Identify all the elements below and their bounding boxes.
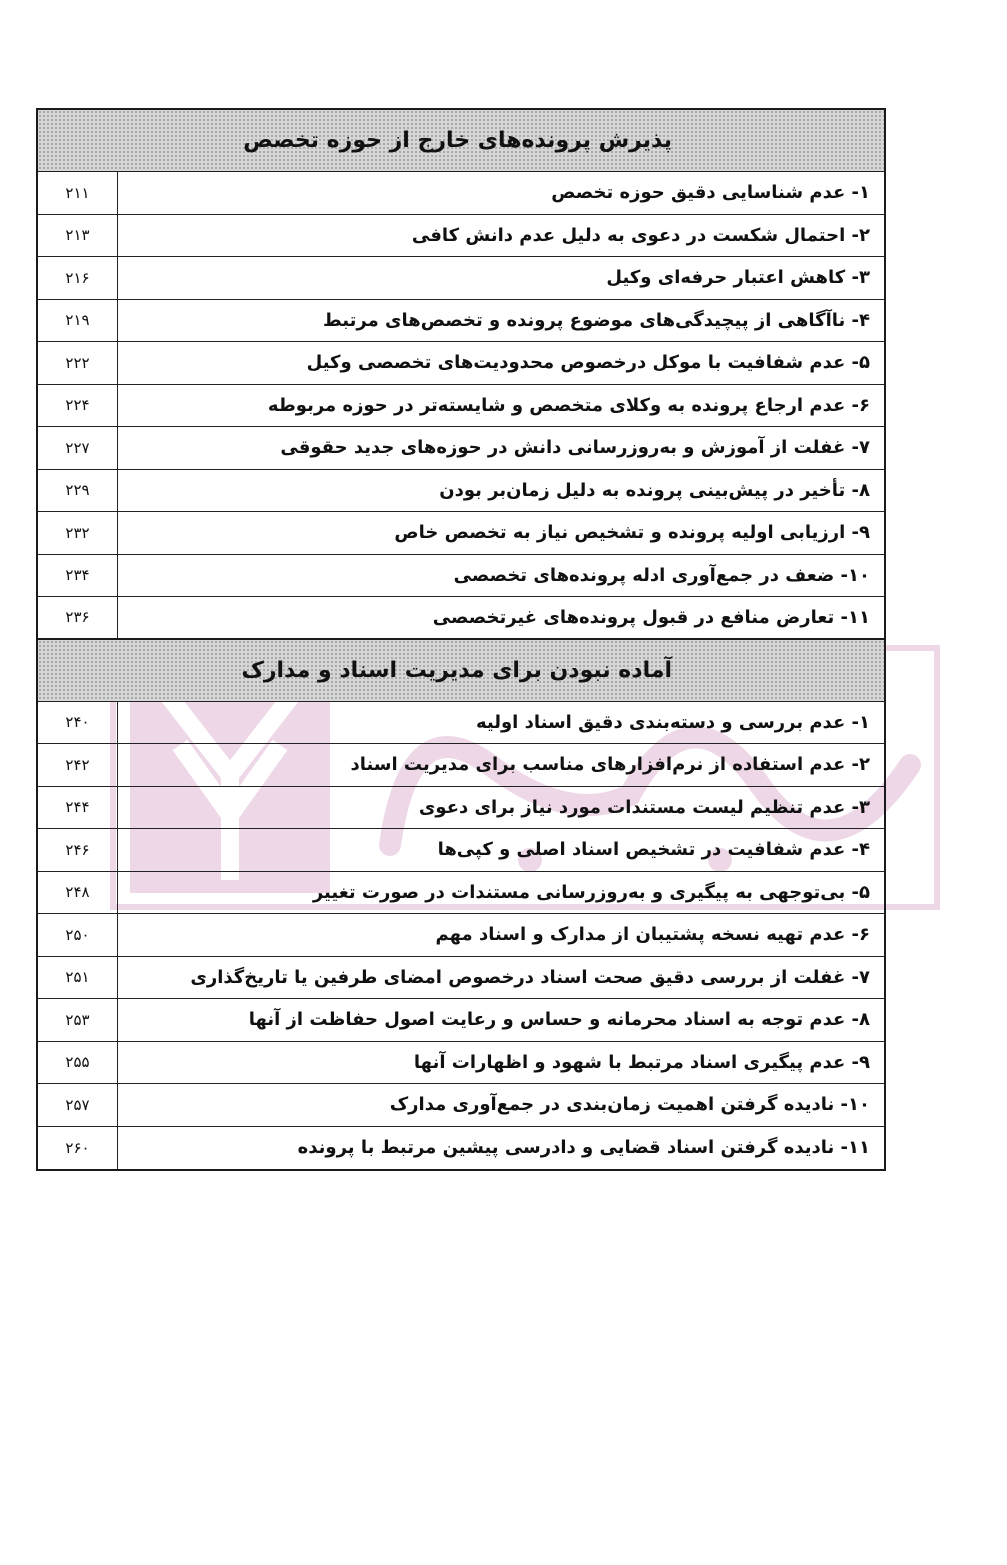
toc-item-title: ۷- غفلت از آموزش و به‌روزرسانی دانش در حوزه‌های جدید حقوقی	[280, 437, 870, 459]
toc-row	[38, 702, 884, 745]
toc-page-number: ۲۱۶	[38, 257, 118, 299]
toc-item-title: ۶- عدم تهیه نسخه پشتیبان از مدارک و اسناد مهم	[435, 924, 870, 946]
toc-page-number: ۲۵۵	[38, 1042, 118, 1084]
toc-item-title: ۹- عدم پیگیری اسناد مرتبط با شهود و اظهارات آنها	[413, 1051, 870, 1073]
toc-item-title: ۸- تأخیر در پیش‌بینی پرونده به دلیل زمان‌بر بودن	[439, 479, 870, 501]
toc-row	[38, 1084, 884, 1127]
toc-row	[38, 215, 884, 258]
toc-row	[38, 300, 884, 343]
toc-page-number: ۲۳۴	[38, 555, 118, 597]
toc-item-title: ۴- ناآگاهی از پیچیدگی‌های موضوع پرونده و تخصص‌های مرتبط	[323, 309, 870, 331]
toc-item-title: ۱۰- ضعف در جمع‌آوری ادله پرونده‌های تخصصی	[453, 564, 870, 586]
toc-page-number: ۲۱۹	[38, 300, 118, 342]
toc-item-title: ۲- احتمال شکست در دعوی به دلیل عدم دانش کافی	[411, 224, 870, 246]
toc-item-title: ۱- عدم بررسی و دسته‌بندی دقیق اسناد اولیه	[475, 711, 870, 733]
toc-row	[38, 597, 884, 640]
toc-item-title: ۱- عدم شناسایی دقیق حوزه تخصص	[551, 182, 870, 204]
toc-item-title: ۴- عدم شفافیت در تشخیص اسناد اصلی و کپی‌ها	[437, 839, 870, 861]
table-of-contents	[36, 108, 886, 1171]
toc-page-number: ۲۲۲	[38, 342, 118, 384]
section-header	[38, 110, 884, 172]
toc-row	[38, 385, 884, 428]
toc-page-number: ۲۲۹	[38, 470, 118, 512]
toc-row	[38, 512, 884, 555]
toc-row	[38, 1127, 884, 1170]
toc-page-number: ۲۵۳	[38, 999, 118, 1041]
toc-item-title: ۱۱- نادیده گرفتن اسناد قضایی و دادرسی پیشین مرتبط با پرونده	[297, 1137, 870, 1159]
toc-page-number: ۲۶۰	[38, 1127, 118, 1170]
toc-page-number: ۲۱۱	[38, 172, 118, 214]
toc-page-number: ۲۴۶	[38, 829, 118, 871]
toc-row	[38, 1042, 884, 1085]
section-header	[38, 640, 884, 702]
toc-page-number: ۲۵۱	[38, 957, 118, 999]
toc-item-title: ۵- عدم شفافیت با موکل درخصوص محدودیت‌های تخصصی وکیل	[306, 352, 870, 374]
toc-item-title: ۱۱- تعارض منافع در قبول پرونده‌های غیرتخصصی	[432, 606, 870, 628]
toc-page-number: ۲۵۷	[38, 1084, 118, 1126]
toc-page-number: ۲۲۴	[38, 385, 118, 427]
toc-page-number: ۲۱۳	[38, 215, 118, 257]
toc-row	[38, 257, 884, 300]
toc-page-number: ۲۳۲	[38, 512, 118, 554]
toc-page-number: ۲۴۸	[38, 872, 118, 914]
toc-item-title: ۳- عدم تنظیم لیست مستندات مورد نیاز برای دعوی	[418, 796, 870, 818]
toc-page-number: ۲۴۲	[38, 744, 118, 786]
toc-item-title: ۷- غفلت از بررسی دقیق صحت اسناد درخصوص امضای طرفین یا تاریخ‌گذاری	[190, 966, 870, 988]
toc-page-number: ۲۴۴	[38, 787, 118, 829]
toc-item-title: ۶- عدم ارجاع پرونده به وکلای متخصص و شایسته‌تر در حوزه مربوطه	[267, 394, 870, 416]
toc-row	[38, 787, 884, 830]
toc-item-title: ۲- عدم استفاده از نرم‌افزارهای مناسب برای مدیریت اسناد	[350, 754, 870, 776]
toc-row	[38, 744, 884, 787]
toc-page-number: ۲۴۰	[38, 702, 118, 744]
toc-row	[38, 342, 884, 385]
toc-row	[38, 872, 884, 915]
toc-page-number: ۲۳۶	[38, 597, 118, 638]
section-title: آماده نبودن برای مدیریت اسناد و مدارک	[241, 657, 672, 683]
toc-item-title: ۱۰- نادیده گرفتن اهمیت زمان‌بندی در جمع‌آوری مدارک	[389, 1094, 870, 1116]
toc-row	[38, 555, 884, 598]
toc-item-title: ۳- کاهش اعتبار حرفه‌ای وکیل	[606, 267, 870, 289]
section-title: پذیرش پرونده‌های خارج از حوزه تخصص	[243, 128, 672, 153]
toc-item-title: ۸- عدم توجه به اسناد محرمانه و حساس و رعایت اصول حفاظت از آنها	[248, 1009, 870, 1031]
toc-page-number: ۲۲۷	[38, 427, 118, 469]
toc-row	[38, 829, 884, 872]
toc-row	[38, 914, 884, 957]
toc-row	[38, 957, 884, 1000]
toc-item-title: ۵- بی‌توجهی به پیگیری و به‌روزرسانی مستندات در صورت تغییر	[312, 881, 870, 903]
toc-row	[38, 999, 884, 1042]
toc-page-number: ۲۵۰	[38, 914, 118, 956]
toc-row	[38, 172, 884, 215]
toc-row	[38, 470, 884, 513]
toc-row	[38, 427, 884, 470]
toc-item-title: ۹- ارزیابی اولیه پرونده و تشخیص نیاز به تخصص خاص	[394, 522, 870, 544]
